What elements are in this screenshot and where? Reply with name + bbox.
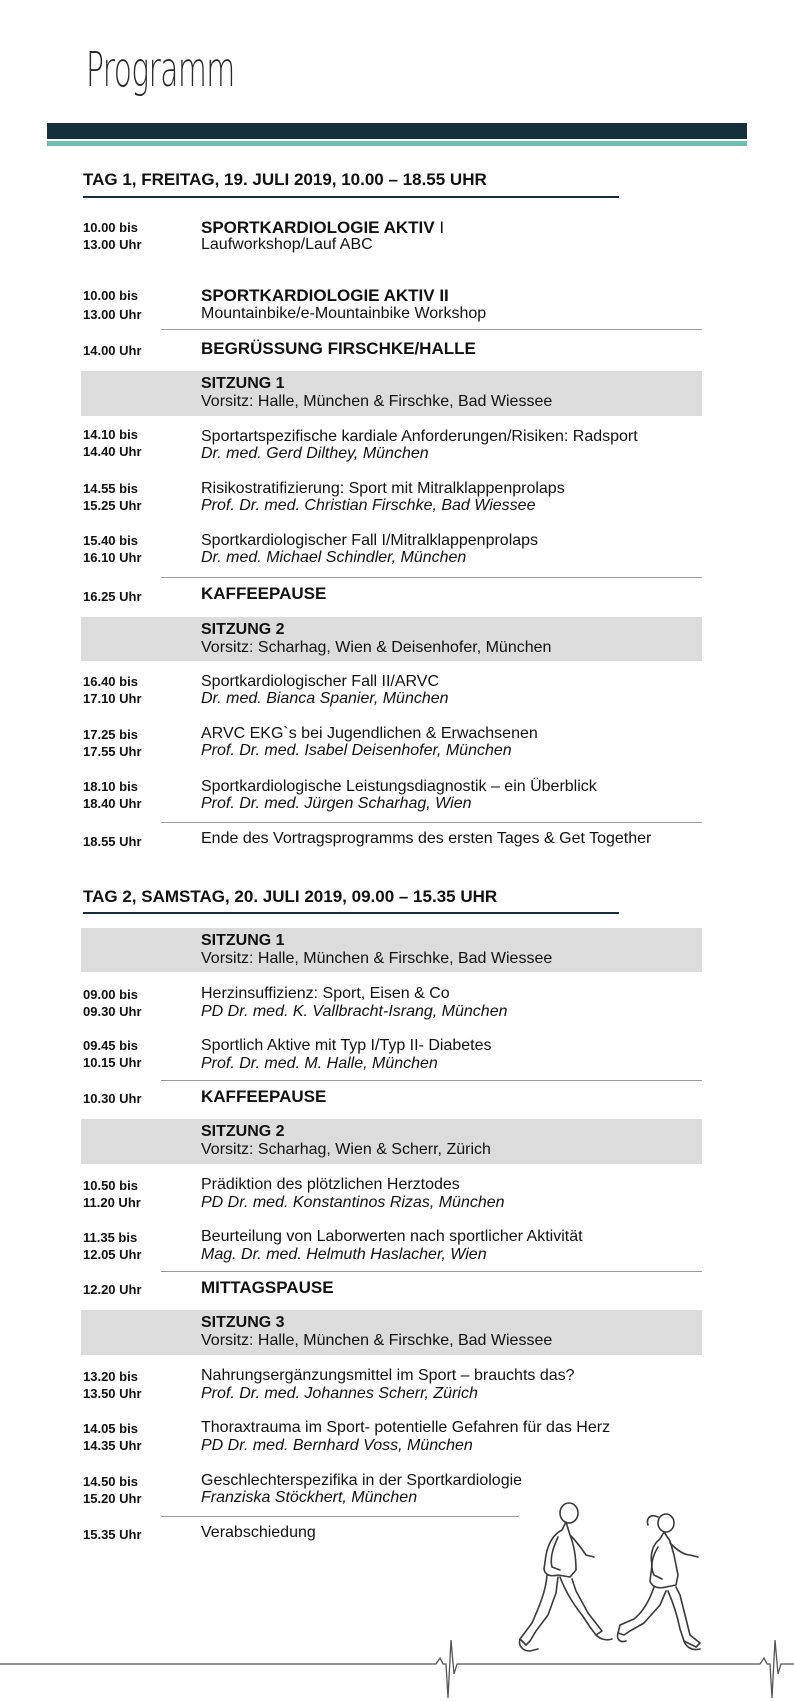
talk-title: Sportlich Aktive mit Typ I/Typ II- Diabetes <box>201 1037 492 1054</box>
talk-title: Prädiktion des plötzlichen Herztodes <box>201 1176 460 1193</box>
day2-heading: TAG 2, SAMSTAG, 20. JULI 2019, 09.00 – 15.35 UHR <box>83 887 498 906</box>
time-start: 11.35 bis <box>83 1230 138 1245</box>
time-start: 10.00 bis <box>83 288 138 303</box>
time-end: 09.30 Uhr <box>83 1004 142 1019</box>
session-subtitle: Mountainbike/e-Mountainbike Workshop <box>201 305 487 322</box>
talk-title: Sportkardiologischer Fall II/ARVC <box>201 673 440 690</box>
break-title: BEGRÜSSUNG FIRSCHKE/HALLE <box>201 339 476 358</box>
talk-title: ARVC EKG`s bei Jugendlichen & Erwachsenen <box>201 725 538 742</box>
time-end: 10.15 Uhr <box>83 1055 142 1070</box>
time-start: 10.50 bis <box>83 1178 138 1193</box>
time-start: 14.10 bis <box>83 427 138 442</box>
session-subtitle: Laufworkshop/Lauf ABC <box>201 236 373 253</box>
time-start: 14.05 bis <box>83 1421 138 1436</box>
talk-title: Herzinsuffizienz: Sport, Eisen & Co <box>201 985 450 1002</box>
time-end: 14.40 Uhr <box>83 444 142 459</box>
time-start: 14.50 bis <box>83 1474 138 1489</box>
session-chair: Vorsitz: Halle, München & Firschke, Bad Wiessee <box>201 393 553 410</box>
time-start: 17.25 bis <box>83 727 138 742</box>
time-start: 18.10 bis <box>83 779 138 794</box>
talk-speaker: Dr. med. Bianca Spanier, München <box>201 690 449 707</box>
session-chair: Vorsitz: Scharhag, Wien & Deisenhofer, München <box>201 639 552 656</box>
talk-title: Sportkardiologische Leistungsdiagnostik – ein Überblick <box>201 778 597 795</box>
separator <box>161 1080 702 1081</box>
separator <box>161 1271 702 1272</box>
time-end: 13.00 Uhr <box>83 237 142 252</box>
runners-line-art-icon <box>500 1495 740 1665</box>
time: 10.30 Uhr <box>83 1091 142 1106</box>
time-end: 15.20 Uhr <box>83 1491 142 1506</box>
session-title: SITZUNG 1 <box>201 932 285 949</box>
break-title: KAFFEEPAUSE <box>201 1087 327 1106</box>
time: 16.25 Uhr <box>83 589 142 604</box>
time-start: 16.40 bis <box>83 674 138 689</box>
session-title: SPORTKARDIOLOGIE AKTIV II <box>201 286 449 305</box>
time: 14.00 Uhr <box>83 343 142 358</box>
time: 15.35 Uhr <box>83 1527 142 1542</box>
talk-title: Beurteilung von Laborwerten nach sportlicher Aktivität <box>201 1228 583 1245</box>
talk-title: Ende des Vortragsprogramms des ersten Tages & Get Together <box>201 830 652 847</box>
time-end: 17.10 Uhr <box>83 691 142 706</box>
talk-speaker: Dr. med. Michael Schindler, München <box>201 549 467 566</box>
talk-title: Nahrungsergänzungsmittel im Sport – brauchts das? <box>201 1367 575 1384</box>
session-title: SPORTKARDIOLOGIE AKTIV I <box>201 218 445 237</box>
talk-speaker: PD Dr. med. Konstantinos Rizas, München <box>201 1194 505 1211</box>
talk-speaker: Franziska Stöckhert, München <box>201 1489 418 1506</box>
time-end: 11.20 Uhr <box>83 1195 141 1210</box>
time-start: 10.00 bis <box>83 220 138 235</box>
session-chair: Vorsitz: Scharhag, Wien & Scherr, Zürich <box>201 1141 491 1158</box>
time-start: 09.00 bis <box>83 987 138 1002</box>
session-chair: Vorsitz: Halle, München & Firschke, Bad Wiessee <box>201 1332 553 1349</box>
session-title: SITZUNG 2 <box>201 1123 285 1140</box>
talk-speaker: PD Dr. med. K. Vallbracht-Israng, München <box>201 1003 508 1020</box>
talk-speaker: Prof. Dr. med. Christian Firschke, Bad Wiessee <box>201 497 536 514</box>
header-bar-dark <box>47 123 747 139</box>
time-start: 15.40 bis <box>83 533 138 548</box>
separator <box>161 329 702 330</box>
time-end: 18.40 Uhr <box>83 796 142 811</box>
time: 18.55 Uhr <box>83 834 142 849</box>
day1-heading: TAG 1, FREITAG, 19. JULI 2019, 10.00 – 18.55 UHR <box>83 170 487 189</box>
separator <box>161 822 702 823</box>
session-title: SITZUNG 1 <box>201 375 285 392</box>
separator <box>161 577 702 578</box>
session-chair: Vorsitz: Halle, München & Firschke, Bad Wiessee <box>201 950 553 967</box>
time-start: 14.55 bis <box>83 481 138 496</box>
talk-speaker: Mag. Dr. med. Helmuth Haslacher, Wien <box>201 1246 487 1263</box>
time-end: 17.55 Uhr <box>83 744 142 759</box>
time-start: 13.20 bis <box>83 1369 138 1384</box>
time-start: 09.45 bis <box>83 1038 138 1053</box>
day2-rule <box>83 912 619 914</box>
talk-speaker: Prof. Dr. med. Johannes Scherr, Zürich <box>201 1385 478 1402</box>
page-title: Programm <box>86 42 235 98</box>
talk-title: Geschlechterspezifika in der Sportkardiologie <box>201 1472 523 1489</box>
time-end: 14.35 Uhr <box>83 1438 142 1453</box>
talk-speaker: Prof. Dr. med. M. Halle, München <box>201 1055 438 1072</box>
session-title: SITZUNG 3 <box>201 1314 285 1331</box>
time-end: 13.50 Uhr <box>83 1386 142 1401</box>
separator <box>161 1516 519 1517</box>
talk-title: Verabschiedung <box>201 1524 316 1541</box>
session-title: SITZUNG 2 <box>201 621 285 638</box>
break-title: MITTAGSPAUSE <box>201 1278 334 1297</box>
time-end: 16.10 Uhr <box>83 550 142 565</box>
talk-speaker: Prof. Dr. med. Jürgen Scharhag, Wien <box>201 795 472 812</box>
talk-title: Thoraxtrauma im Sport- potentielle Gefahren für das Herz <box>201 1419 611 1436</box>
day1-rule <box>83 196 619 198</box>
talk-speaker: Prof. Dr. med. Isabel Deisenhofer, München <box>201 742 512 759</box>
talk-title: Sportartspezifische kardiale Anforderungen/Risiken: Radsport <box>201 428 638 445</box>
time-end: 13.00 Uhr <box>83 307 142 322</box>
talk-title: Risikostratifizierung: Sport mit Mitralklappenprolaps <box>201 480 565 497</box>
talk-speaker: Dr. med. Gerd Dilthey, München <box>201 445 429 462</box>
talk-speaker: PD Dr. med. Bernhard Voss, München <box>201 1437 473 1454</box>
header-bar-teal <box>47 141 747 146</box>
talk-title: Sportkardiologischer Fall I/Mitralklappenprolaps <box>201 532 539 549</box>
break-title: KAFFEEPAUSE <box>201 584 327 603</box>
time: 12.20 Uhr <box>83 1282 142 1297</box>
time-end: 12.05 Uhr <box>83 1247 142 1262</box>
time-end: 15.25 Uhr <box>83 498 142 513</box>
